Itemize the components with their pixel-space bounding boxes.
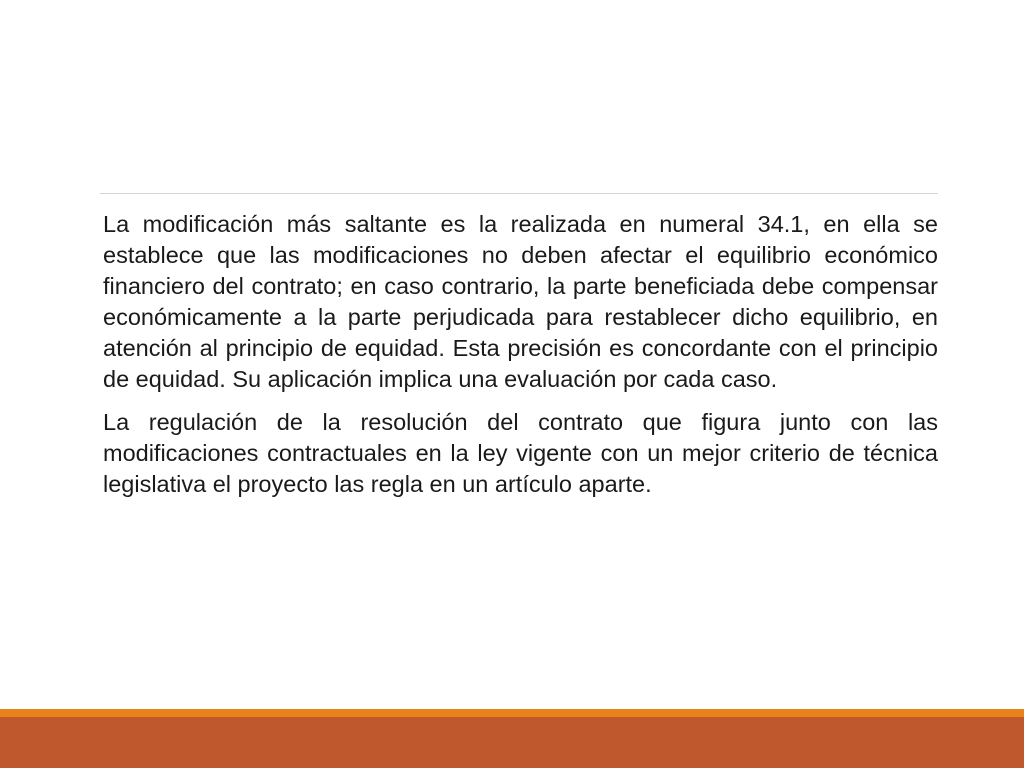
footer-band [0, 717, 1024, 768]
top-divider-line [100, 193, 938, 194]
footer-accent-stripe [0, 709, 1024, 717]
paragraph-2: La regulación de la resolución del contrato que figura junto con las modificaciones contractuales en la ley vigente con un mejor criterio de técnica legislativa el proyecto las regla en un artículo aparte. [103, 409, 938, 497]
slide-body [103, 209, 938, 512]
paragraph-1: La modificación más saltante es la realizada en numeral 34.1, en ella se establece que las modificaciones no deben afectar el equilibrio económico financiero del contrato; en caso contrario, la parte beneficiada debe compensar económicamente a la parte perjudicada para restablecer dicho equilibrio, en atención al principio de equidad. Esta precisión es concordante con el principio de equidad. Su aplicación implica una evaluación por cada caso. [103, 211, 938, 392]
